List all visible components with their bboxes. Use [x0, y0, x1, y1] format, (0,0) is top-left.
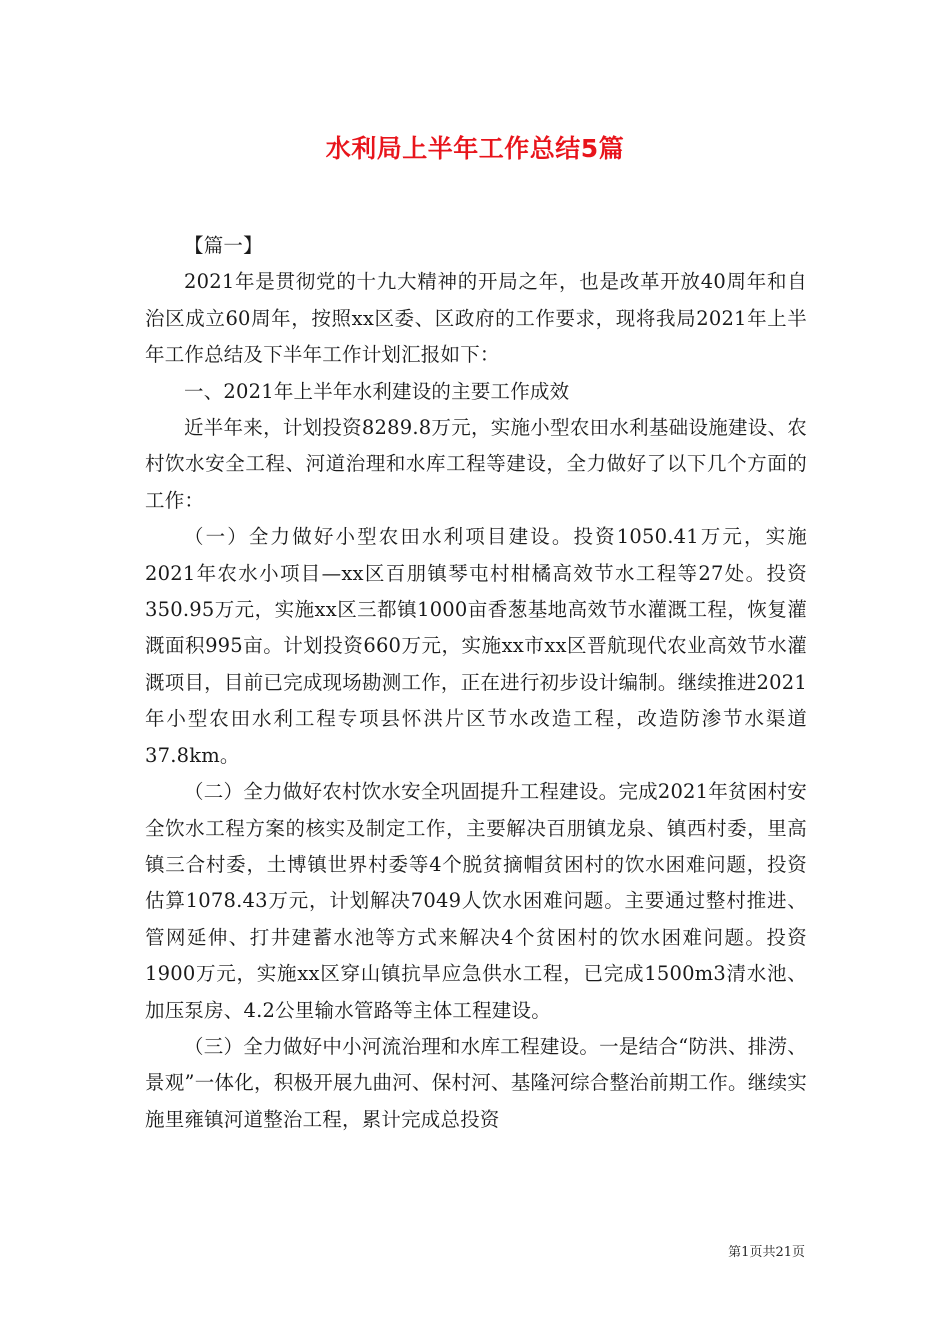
section-label: 【篇一】: [184, 234, 263, 257]
page-footer: 第1页共21页: [728, 1245, 805, 1260]
paragraph-item-2: （二）全力做好农村饮水安全巩固提升工程建设。完成2021年贫困村安全饮水工程方案的核实及制定工作，主要解决百朋镇龙泉、镇西村委，里高镇三合村委，土博镇世界村委等4个脱贫摘帽贫困村的饮水困难问题，投资估算1078.43万元，计划解决7049人饮水困难问题。主要通过整村推进、管网延伸、打井建蓄水池等方式来解决4个贫困村的饮水困难问题。投资1900万元，实施xx区穿山镇抗旱应急供水工程，已完成1500m3清水池、加压泵房、4.2公里输水管路等主体工程建设。: [145, 780, 807, 1022]
page-title: 水利局上半年工作总结5篇: [325, 134, 625, 163]
document-body: [145, 228, 807, 1138]
paragraph-item-3: （三）全力做好中小河流治理和水库工程建设。一是结合“防洪、排涝、景观”一体化，积极开展九曲河、保村河、基隆河综合整治前期工作。继续实施里雍镇河道整治工程，累计完成总投资: [145, 1034, 807, 1131]
paragraph-item-1: （一）全力做好小型农田水利项目建设。投资1050.41万元，实施2021年农水小项目—xx区百朋镇琴屯村柑橘高效节水工程等27处。投资350.95万元，实施xx区三都镇1000亩香葱基地高效节水灌溉工程，恢复灌溉面积995亩。计划投资660万元，实施xx市xx区晋航现代农业高效节水灌溉项目，目前已完成现场勘测工作，正在进行初步设计编制。继续推进2021年小型农田水利工程专项县怀洪片区节水改造工程，改造防渗节水渠道37.8km。: [145, 525, 807, 767]
paragraph-intro: 2021年是贯彻党的十九大精神的开局之年，也是改革开放40周年和自治区成立60周年，按照xx区委、区政府的工作要求，现将我局2021年上半年工作总结及下半年工作计划汇报如下：: [145, 270, 807, 367]
section-heading: 一、2021年上半年水利建设的主要工作成效: [184, 379, 570, 403]
paragraph-overview: 近半年来，计划投资8289.8万元，实施小型农田水利基础设施建设、农村饮水安全工程、河道治理和水库工程等建设，全力做好了以下几个方面的工作：: [145, 416, 807, 512]
